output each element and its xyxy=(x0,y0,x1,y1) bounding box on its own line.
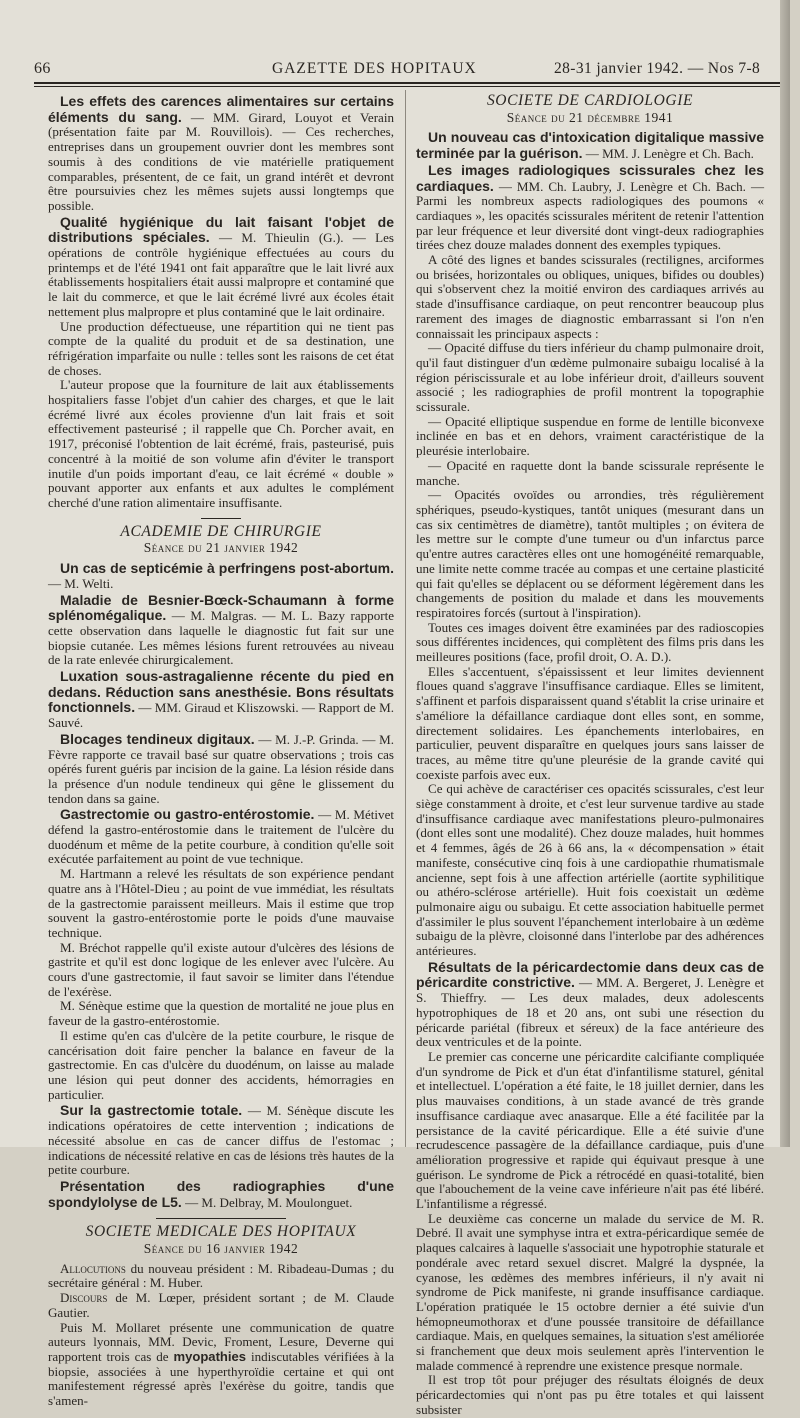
article-gastrectomie xyxy=(48,807,394,867)
article-authors: — MM. J. Lenègre et Ch. Bach. xyxy=(582,146,754,162)
paragraph: — Opacité elliptique suspendue en forme de lentille biconvexe inclinée en bas et en dehors, vraiment caractéristique de la pleurésie interlobaire. xyxy=(416,413,764,459)
paragraph: A côté des lignes et bandes scissurales (rectilignes, arciformes ou brisées, horizontales ou obliques, uniques, bifides ou doubles) qui s'observent chez la moitié environ des cardiaques arrivés au stade d'insuffisance cardiaque, on peut rencontrer beaucoup plus rarement des images de diagnostic embarrassant si l'on n'en connaissait les principaux aspects : xyxy=(416,252,764,341)
paragraph: M. Sénèque estime que la question de mortalité ne joue plus en faveur de la gastro-entérostomie. xyxy=(48,998,394,1029)
journal-title: GAZETTE DES HOPITAUX xyxy=(272,60,477,77)
article-authors: — MM. Giraud et Kliszowski. — Rapport de M. Sauvé. xyxy=(48,700,394,731)
article-authors: — M. Delbray, M. Moulonguet. xyxy=(181,1194,353,1210)
article-authors: — M. Malgras. — M. L. Bazy xyxy=(166,608,345,624)
article-title: Maladie de Besnier-Bœck-Schaumann à forme splénomégalique. xyxy=(48,591,394,624)
article-carences xyxy=(48,94,394,214)
item-label: Allocutions xyxy=(60,1260,126,1276)
article-title: Un cas de septicémie à perfringens post-abortum. xyxy=(60,560,394,577)
article-authors: — MM. Ch. Laubry, J. Lenègre et Ch. Bach. xyxy=(493,178,746,194)
item-label: Discours xyxy=(60,1290,108,1306)
session-date: Séance du 21 janvier 1942 xyxy=(143,540,299,556)
item-myopathies xyxy=(48,1321,394,1409)
article-text: rapporte cette observation dans laquelle le diagnostic fut fait sur une biopsie cutanée. Les mêmes lésions furent retrouvées au niveau de la rate enlevée chirurgicalement. xyxy=(48,608,394,668)
section-separator xyxy=(156,1218,286,1219)
paragraph: Il est trop tôt pour préjuger des résultats éloignés de deux péricardectomies qui n'ont pas pu être totales et qui laissent subsister xyxy=(416,1372,764,1417)
paragraph: Le deuxième cas concerne un malade du service de M. R. Debré. Il avait une symphyse intra et extra-péricardique semée de plaques calcaires à laquelle s'associait une hypotrophie staturale et pondérale avec retard sexuel discret. Malgré la dyspnée, la cyanose, les œdèmes des membres inférieurs, il n'y avait ni syndrome de Pick manifeste, ni grande insuffisance cardiaque. L'opération pratiquée le 15 octobre dernier a été suivie d'un hémopneumothorax et d'une poussée transitoire de défaillance cardiaque. Mais, en quelques semaines, la situation s'est améliorée si franchement que deux mois seulement après l'intervention le malade commencé à reprendre une existence presque normale. xyxy=(416,1210,764,1373)
session-date: Séance du 21 décembre 1941 xyxy=(506,109,674,125)
item-text: Puis M. Mollaret présente une communication de quatre auteurs lyonnais, MM. Devic, Froment, Lesure, Deverne qui rapportent trois cas de xyxy=(48,1319,394,1364)
paragraph: M. Hartmann a relevé les résultats de son expérience pendant quatre ans à l'Hôtel-Dieu ; au point de vue immédiat, les résultats de la gastrectomie paraissent meilleurs. Mais il estime que trop souvent la gastro-entérostomie porte le poids d'une mauvaise technique. xyxy=(48,866,394,940)
session-date: Séance du 16 janvier 1942 xyxy=(143,1241,299,1257)
item-text: du nouveau président : M. Ribadeau-Dumas ; du secrétaire général : M. Huber. xyxy=(48,1260,394,1291)
paragraph: Le premier cas concerne une péricardite calcifiante compliquée d'un syndrome de Pick et d'un état d'infantilisme staturel, génital et intellectuel. L'opération a été faite, le 18 juillet dernier, dans les plus mauvaises conditions, à un stade avancé de très grande insuffisance cardiaque avec anasarque. Elle a été facilitée par la persistance de la cavité péricardique. Elle a été suivie d'une recrudescence passagère de la défaillance cardiaque, puis d'une amélioration progressive et rapide qui équivaut presque à une guérison. Le syndrome de Pick a rétrocédé en quasi-totalité, bien que l'abouchement de la veine cave inférieure n'ait pas été libéré. L'infantilisme a régressé. xyxy=(416,1049,764,1212)
article-title: Gastrectomie ou gastro-entérostomie. xyxy=(60,806,315,823)
paragraph: Ce qui achève de caractériser ces opacités scissurales, c'est leur siège constamment à droite, et c'est leur survenue tardive au stade d'insuffisance cardiaque avec manifestations pleuro-pulmonaires (dont elles sont une modalité). Chez douze malades, huit hommes et 4 femmes, âgés de 26 à 66 ans, la « décompensation » était manifeste, consécutive cinq fois à une cardiopathie rhumatismale ancienne, sept fois à une affection artérielle (aortite syphilitique ou athéro-sclérose artérielle). Huit fois coexistait un œdème pulmonaire aigu ou subaigu. Et cette association habituelle permet d'assimiler le plus souvent l'épanchement interlobaire à un œdème subaigu de la plèvre, cloisonné dans l'interlobe par des adhérences antérieures. xyxy=(416,781,764,959)
article-text: — Les deux malades, deux adolescents hypotrophiques de 18 et 20 ans, ont subi une résection du péricarde pariétal (fibreux et séreux) de la face antérieure des deux ventricules et de la pointe. xyxy=(416,990,764,1050)
article-authors: — M. Welti. xyxy=(48,575,114,591)
article-images-scissurales xyxy=(416,163,764,253)
paragraph: L'auteur propose que la fourniture de lait aux établissements hospitaliers fasse l'objet d'un cahier des charges, et que le lait écrémé livré aux écoles provienne d'un lait frais et soit effectivement pasteurisé ; il rappelle que Ch. Porcher avait, en 1917, préconisé l'obtention de lait écrémé, frais, pasteurisé, puis concentré à la moitié de son volume afin d'éviter le transport inutile d'un poids important d'eau, ce lait écrémé « double » pouvant apporter aux enfants et aux adultes le complément cherché d'une ration alimentaire insuffisante. xyxy=(48,377,394,510)
paragraph: Toutes ces images doivent être examinées par des radioscopies sous différentes incidences, qui complètent des films pris dans les meilleures positions (face, profil droit, O. A. D.). xyxy=(416,619,764,665)
header-rule xyxy=(34,82,786,87)
article-title: Résultats de la péricardectomie dans deux cas de péricardite constrictive. xyxy=(416,958,764,991)
article-text: — Ces recherches, entreprises dans un groupement ouvrier dont les membres sont soumis à des conditions de vie matérielle pratiquement comparables, présentent, de ce fait, un grand intérêt et devront être poursuivies chez les mêmes sujets aussi longtemps que possible. xyxy=(48,124,394,213)
article-spondylolyse xyxy=(48,1179,394,1210)
article-text: défend la gastro-entérostomie dans le traitement de l'ulcère du duodénum et même de la petite courbure, à condition qu'elle soit exécutée parfaitement au point de vue technique. xyxy=(48,822,394,867)
item-allocutions xyxy=(48,1262,394,1291)
article-title: Les images radiologiques scissurales chez les cardiaques. xyxy=(416,161,764,194)
article-authors: — M. Métivet xyxy=(314,807,394,823)
paragraph: Une production défectueuse, une répartition qui ne tient pas compte de la qualité du produit et de sa destination, une réfrigération imparfaite ou nulle : telles sont les raisons de cet état de choses. xyxy=(48,318,394,378)
article-title: Luxation sous-astragalienne récente du pied en dedans. Réduction sans anesthésie. Bons résultats fonctionnels. xyxy=(48,668,394,716)
left-column xyxy=(48,93,395,1409)
section-title-societe-medicale: SOCIETE MEDICALE DES HOPITAUX xyxy=(85,1223,357,1241)
item-text: indiscutables vérifiées à la biopsie, associées à une hyperthyroïdie certaine et qui ont manifestement régressé après l'exérèse du goitre, tandis que s'amen- xyxy=(48,1348,394,1409)
article-text: discute les indications opératoires de cette intervention ; indications de nécessité absolue en cas de cancer diffus de l'estomac ; indications de nécessité relative en cas de lésions très hautes de la petite courbure. xyxy=(48,1103,394,1178)
section-separator xyxy=(201,518,241,519)
item-text: de M. Lœper, président sortant ; de M. Claude Gautier. xyxy=(48,1290,394,1320)
article-title: Un nouveau cas d'intoxication digitalique massive terminée par la guérison. xyxy=(416,129,764,162)
paragraph: Il estime qu'en cas d'ulcère de la petite courbure, le risque de cancérisation doit faire pencher la balance en faveur de la gastrectomie. En cas d'ulcère du duodénum, on laisse au malade une lésion qui peut donner des accidents, hémorragies en particulier. xyxy=(48,1027,394,1102)
article-title: Blocages tendineux digitaux. xyxy=(60,730,255,747)
running-header xyxy=(34,58,788,80)
article-authors: — M. J.-P. Grinda. — M. Fèvre xyxy=(48,731,395,762)
article-blocages xyxy=(48,732,394,807)
article-intoxication xyxy=(416,130,764,161)
article-text: rapporte ce travail basé sur quatre observations ; trois cas opérés furent guéris par incision de la gaine. La lésion réside dans la présence d'un nodule tendineux qui gêne le glissement du tendon dans sa gaine. xyxy=(48,746,394,806)
article-title: Les effets des carences alimentaires sur certains éléments du sang. xyxy=(48,93,394,125)
paragraph: M. Bréchot rappelle qu'il existe autour d'ulcères des lésions de gastrite et qu'il est donc logique de les enlever avec l'ulcère. Au cours d'une gastrectomie, il faut savoir se limiter dans l'étendue de l'exérèse. xyxy=(48,939,394,999)
paragraph: — Opacité diffuse du tiers inférieur du champ pulmonaire droit, qu'il faut distinguer d'un œdème pulmonaire subaigu localisé à la région périscissurale et au lobe inférieur droit, d'ailleurs souvent associé ; les radiographies de profil montrent la topographie scissurale. xyxy=(416,340,764,415)
article-title: Qualité hygiénique du lait faisant l'objet de distributions spéciales. xyxy=(48,213,394,246)
article-authors: — M. Thieulin (G.). xyxy=(209,230,344,246)
article-pericardectomie xyxy=(416,960,764,1050)
article-title: Présentation des radiographies d'une spondylolyse de L5. xyxy=(48,1177,394,1210)
item-discours xyxy=(48,1291,394,1320)
article-lait xyxy=(48,215,394,320)
article-luxation xyxy=(48,669,394,731)
article-authors: — MM. Girard, Louyot et Verain (présentation faite par M. Rouvillois). xyxy=(48,109,394,140)
article-title: Sur la gastrectomie totale. xyxy=(60,1102,243,1119)
paragraph: Elles s'accentuent, s'épaississent et leur limites deviennent floues quand s'aggrave l'insuffisance cardiaque. Elles se limitent, s'affinent et parfois disparaissent quand s'établit la crise urinaire et s'améliore la défaillance cardiaque dont elles sont, en somme, directement solidaires. Les épanchements interlobaires, en particulier, peuvent disparaître en quelques jours sans laisser de traces, au même titre qu'une pleurésie de la grande cavité qui coexiste parfois avec eux. xyxy=(416,663,764,782)
article-besnier xyxy=(48,593,394,669)
issue-date: 28-31 janvier 1942. — Nos 7-8 xyxy=(554,60,761,77)
article-septicemie xyxy=(48,561,394,591)
paragraph: — Opacités ovoïdes ou arrondies, très régulièrement sphériques, pseudo-kystiques, tantôt uniques (mesurant dans un cas six centimètres de diamètre), tantôt multiples ; on évitera de les mettre sur le compte d'une tumeur ou d'un infarctus parce qu'entre autres caractères elles ont une homogénéité remarquable, une limite nette comme tracée au compas et une certaine plasticité qui fait qu'elles se déplacent ou se déforment légèrement dans les changements de position du malade et dans les mouvements respiratoires forcés (surtout à l'inspiration). xyxy=(416,487,764,620)
section-title-academie: ACADEMIE DE CHIRURGIE xyxy=(120,522,322,540)
article-gastrectomie-totale xyxy=(48,1103,394,1178)
article-text: — Les opérations de contrôle hygiénique effectuées au cours du printemps et de l'été 1941 ont fait apparaître que le lait livré aux établissements hospitaliers était aussi malpropre et contaminé que le lait du commerce, et que le lait écrémé livré aux écoles était nettement plus malpropre et plus contaminé que le lait ordinaire. xyxy=(48,230,394,319)
article-authors: — M. Sénèque xyxy=(242,1103,332,1119)
keyword: myopathies xyxy=(173,1348,247,1364)
page-edge xyxy=(780,0,790,1147)
article-authors: — MM. A. Bergeret, J. Lenègre et S. Thieffry. xyxy=(416,975,765,1006)
section-title-cardiologie: SOCIETE DE CARDIOLOGIE xyxy=(486,92,694,109)
column-divider xyxy=(405,90,406,1147)
right-column xyxy=(416,92,765,1417)
article-text: — Parmi les nombreux aspects radiologiques des poumons « cardiaques », les opacités scissurales méritent de retenir l'attention par leur fréquence et leur diversité dont vingt-deux radiographies tirées chez douze malades donnent des exemples typiques. xyxy=(416,178,764,253)
page-number: 66 xyxy=(34,60,51,77)
paragraph: — Opacité en raquette dont la bande scissurale représente le manche. xyxy=(416,457,764,488)
